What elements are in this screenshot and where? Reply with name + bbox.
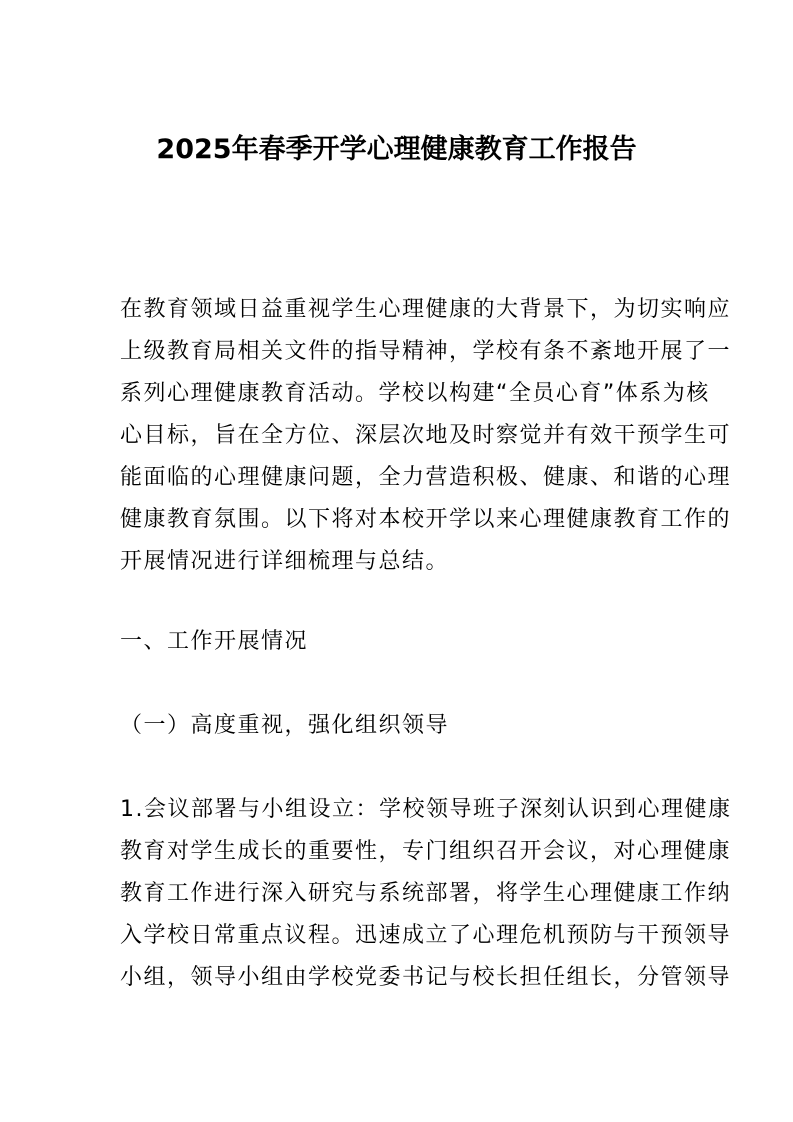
subsection-heading-text: （一）高度重视，强化组织领导	[120, 713, 450, 738]
section-heading-text: 一、工作开展情况	[120, 629, 309, 654]
paragraph-line: 入学校日常重点议程。迅速成立了心理危机预防与干预领导	[120, 923, 732, 948]
section-heading	[120, 621, 680, 663]
paragraph-line: 教育对学生成长的重要性，专门组织召开会议，对心理健康	[120, 839, 732, 864]
paragraph-line: 系列心理健康教育活动。学校以构建“全员心育”体系为核	[120, 381, 710, 406]
paragraph-line: 教育工作进行深入研究与系统部署，将学生心理健康工作纳	[120, 881, 732, 906]
paragraph-line: 心目标，旨在全方位、深层次地及时察觉并有效干预学生可	[120, 423, 732, 448]
document-title: 2025年春季开学心理健康教育工作报告	[156, 134, 637, 165]
paragraph-line: 小组，领导小组由学校党委书记与校长担任组长，分管领导	[120, 965, 732, 990]
paragraph-line: 上级教育局相关文件的指导精神，学校有条不紊地开展了一	[120, 339, 732, 364]
paragraph-line: 在教育领域日益重视学生心理健康的大背景下，为切实响应	[120, 297, 732, 322]
subsection-heading	[120, 705, 680, 747]
paragraph-line: 能面临的心理健康问题，全力营造积极、健康、和谐的心理	[120, 465, 732, 490]
paragraph-line: 开展情况进行详细梳理与总结。	[120, 549, 450, 574]
item1-paragraph	[120, 789, 732, 999]
paragraph-line: 健康教育氛围。以下将对本校开学以来心理健康教育工作的	[120, 507, 732, 532]
paragraph-line: 1.会议部署与小组设立：学校领导班子深刻认识到心理健康	[120, 797, 732, 822]
intro-paragraph	[120, 289, 732, 583]
